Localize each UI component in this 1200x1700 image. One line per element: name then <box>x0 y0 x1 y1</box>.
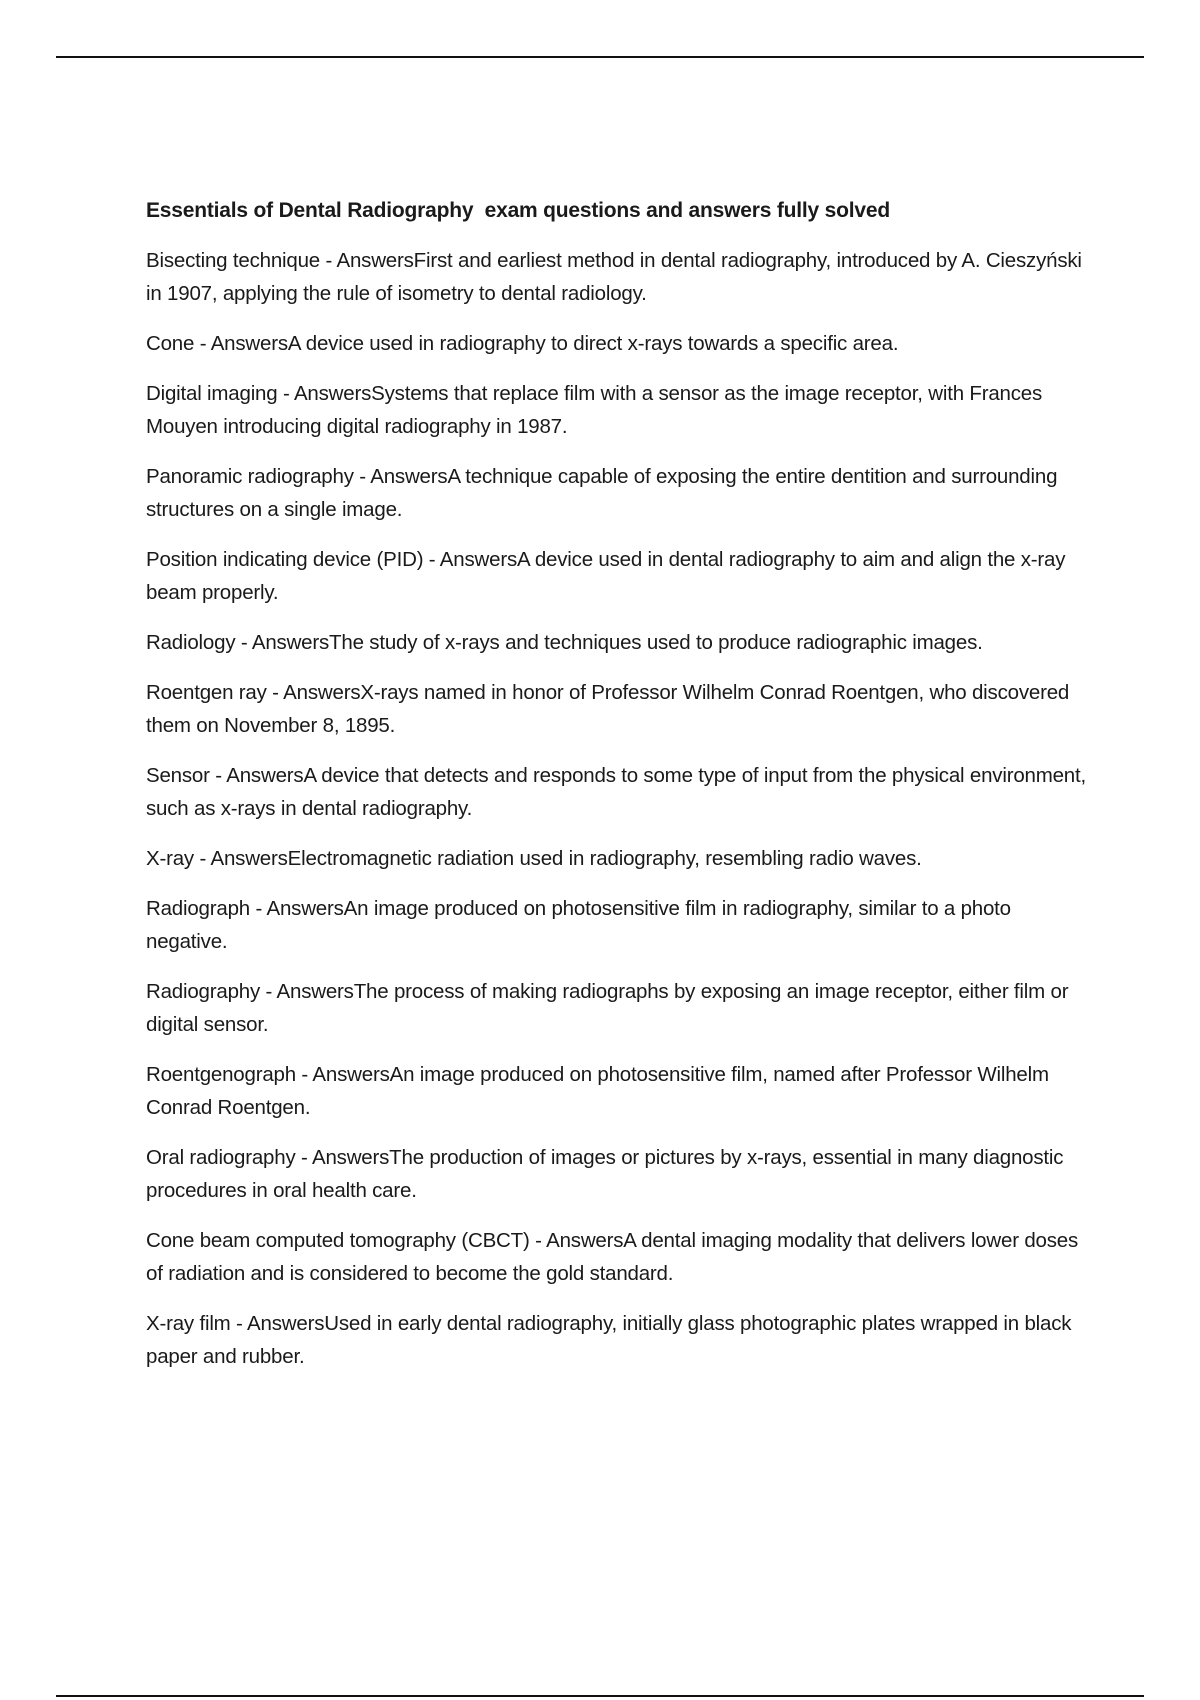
qa-entry: Oral radiography - AnswersThe production of images or pictures by x-rays, essential in many diagnostic procedures in oral health care. <box>146 1146 1064 1202</box>
qa-entry: X-ray film - AnswersUsed in early dental radiography, initially glass photographic plates wrapped in black paper and rubber. <box>146 1312 1072 1368</box>
qa-entry: Digital imaging - AnswersSystems that replace film with a sensor as the image receptor, with Frances Mouyen introducing digital radiography in 1987. <box>146 382 1043 438</box>
document-body <box>146 196 1092 1390</box>
qa-entry: Radiology - AnswersThe study of x-rays and techniques used to produce radiographic images. <box>146 631 983 654</box>
footer-rule <box>56 1695 1144 1697</box>
qa-entry: Position indicating device (PID) - AnswersA device used in dental radiography to aim and align the x-ray beam properly. <box>146 548 1066 604</box>
qa-entry: Cone beam computed tomography (CBCT) - AnswersA dental imaging modality that delivers lower doses of radiation and is considered to become the gold standard. <box>146 1229 1079 1285</box>
qa-entry: Panoramic radiography - AnswersA technique capable of exposing the entire dentition and surrounding structures on a single image. <box>146 465 1058 521</box>
qa-entry: Roentgen ray - AnswersX-rays named in honor of Professor Wilhelm Conrad Roentgen, who discovered them on November 8, 1895. <box>146 681 1070 737</box>
document-title: Essentials of Dental Radiography exam questions and answers fully solved <box>146 199 890 222</box>
qa-entry: Cone - AnswersA device used in radiography to direct x-rays towards a specific area. <box>146 332 899 355</box>
qa-entry: Sensor - AnswersA device that detects and responds to some type of input from the physical environment, such as x-rays in dental radiography. <box>146 764 1086 820</box>
qa-entry: X-ray - AnswersElectromagnetic radiation used in radiography, resembling radio waves. <box>146 847 922 870</box>
qa-entry: Roentgenograph - AnswersAn image produced on photosensitive film, named after Professor Wilhelm Conrad Roentgen. <box>146 1063 1049 1119</box>
header-rule <box>56 56 1144 58</box>
qa-entry: Bisecting technique - AnswersFirst and earliest method in dental radiography, introduced by A. Cieszyński in 1907, applying the rule of isometry to dental radiology. <box>146 249 1082 305</box>
qa-entry: Radiograph - AnswersAn image produced on photosensitive film in radiography, similar to a photo negative. <box>146 897 1011 953</box>
qa-entry: Radiography - AnswersThe process of making radiographs by exposing an image receptor, either film or digital sensor. <box>146 980 1069 1036</box>
